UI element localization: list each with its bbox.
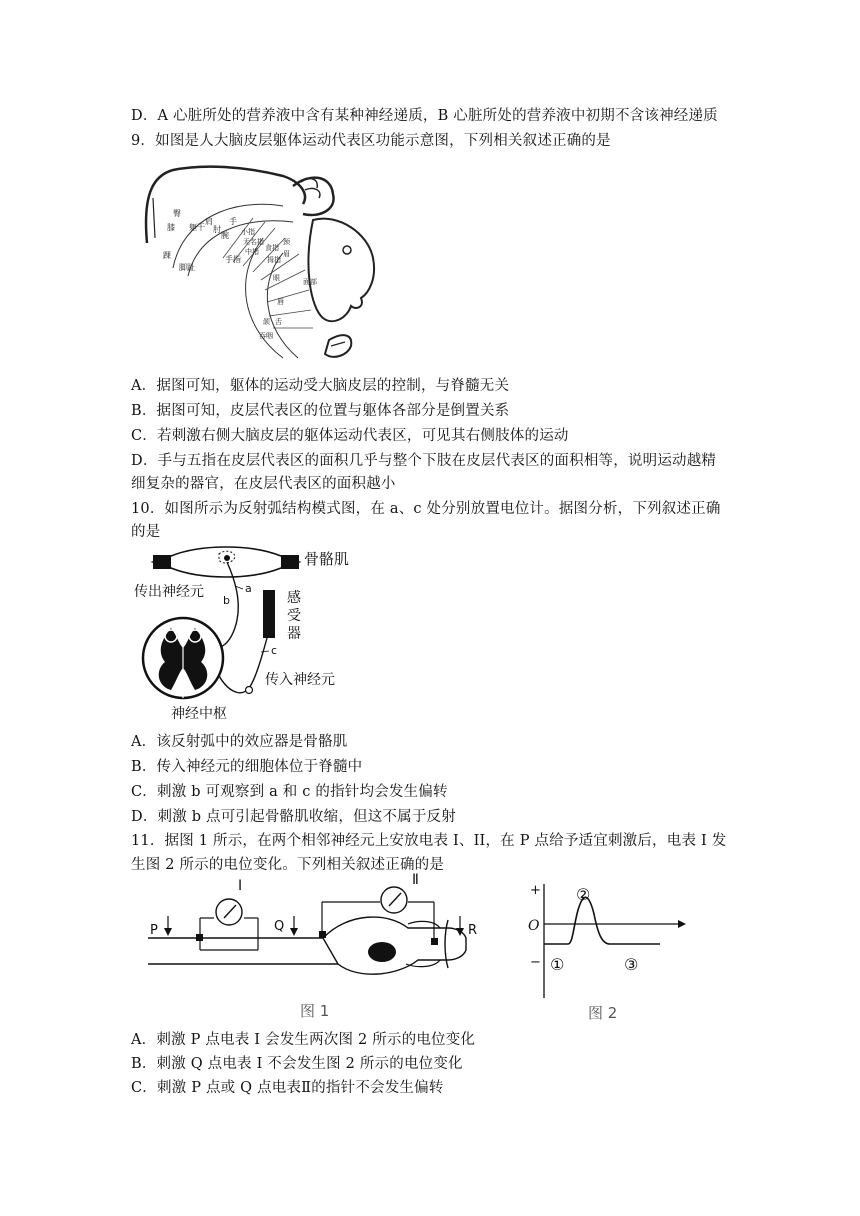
tendon-right [281,555,299,569]
label-jaw: 颌 [263,318,270,326]
q10-option-a: A．该反射弧中的效应器是骨骼肌 [131,734,348,750]
label-hand: 手 [229,217,237,226]
label-middle-finger: 中指 [245,248,259,256]
figure-1-neurons [148,872,498,1022]
q9-option-d-line2: 细复杂的器官，在皮层代表区的面积越小 [131,476,396,492]
label-knee: 膝 [167,223,175,232]
q9-option-c: C．若刺激右侧大脑皮层的躯体运动代表区，可见其右侧肢体的运动 [131,428,569,444]
label-shoulder: 肩 [205,217,213,226]
q11-option-a: A．刺激 P 点电表 I 会发生两次图 2 所示的电位变化 [131,1032,476,1048]
q11-stem-line1: 11．据图 1 所示，在两个相邻神经元上安放电表 I、II，在 P 点给予适宜刺激后，电表 I 发 [131,833,727,849]
label-phase-2: ② [576,885,591,904]
q9-stem: 9．如图是人大脑皮层躯体运动代表区功能示意图，下列相关叙述正确的是 [131,133,611,149]
q8-option-d: D．A 心脏所处的营养液中含有某种神经递质，B 心脏所处的营养液中初期不含该神经递质 [131,108,718,124]
reflex-arc-figure [131,540,351,725]
label-minus: − [530,955,541,970]
q10-option-d: D．刺激 b 点可引起骨骼肌收缩，但这不属于反射 [131,809,456,825]
q9-option-a: A．据图可知，躯体的运动受大脑皮层的控制，与脊髓无关 [131,378,510,394]
label-b: b [223,594,230,607]
label-eye: 眼 [273,274,280,282]
nucleus [368,942,396,962]
label-swallow: 吞咽 [259,332,273,340]
q11-stem-line2: 生图 2 所示的电位变化。下列相关叙述正确的是 [131,857,445,873]
label-brow: 眉 [283,250,290,258]
label-elbow: 肘 [213,225,221,234]
label-fingers: 手指 [225,255,241,264]
electrode-2b [431,938,438,945]
q9-option-d-line1: D．手与五指在皮层代表区的面积几乎与整个下肢在皮层代表区的面积相等，说明运动越精 [131,453,717,469]
motor-cortex-figure [133,158,383,370]
label-plus: + [530,883,541,898]
q10-option-b: B．传入神经元的细胞体位于脊髓中 [131,759,363,775]
figure-2-potential [520,874,690,1024]
label-index-finger: 食指 [265,244,279,252]
label-lips: 唇 [277,298,284,306]
label-hip: 臀 [173,209,181,218]
label-nerve-center: 神经中枢 [171,706,227,722]
label-ring-finger: 无名指 [243,238,264,246]
throat-outline [325,335,351,357]
receptor-block [263,590,275,638]
q9-option-b: B．据图可知，皮层代表区的位置与躯体各部分是倒置关系 [131,403,510,419]
figure-1-caption: 图 1 [300,1002,330,1020]
label-afferent-neuron: 传入神经元 [265,672,335,688]
q10-stem-line2: 的是 [131,524,161,540]
label-phase-1: ① [550,955,565,974]
label-toes: 脚趾 [179,263,195,272]
label-wrist: 腕 [221,231,229,240]
label-trunk: 躯干 [189,223,205,232]
label-receptor-1: 感 [287,590,301,606]
tendon-left [153,555,171,569]
figure-2-caption: 图 2 [588,1004,618,1022]
eye-mark [343,246,351,254]
label-face: 面部 [303,278,317,286]
q11-option-c: C．刺激 P 点或 Q 点电表Ⅱ的指针不会发生偏转 [131,1080,444,1096]
label-neck: 颈 [283,238,290,246]
label-origin: O [528,918,540,934]
label-a: a [245,582,252,595]
head-outline [308,219,374,322]
label-R: R [468,923,478,938]
label-receptor-2: 受 [287,608,301,624]
electrode-2a [319,931,326,938]
label-efferent-neuron: 传出神经元 [134,584,204,600]
label-P: P [150,923,158,938]
q11-option-b: B．刺激 Q 点电表 I 不会发生图 2 所示的电位变化 [131,1056,463,1072]
label-ankle: 踝 [163,251,171,260]
label-skeletal-muscle: 骨骼肌 [304,550,350,568]
label-receptor-3: 器 [287,626,301,642]
label-meter-2: Ⅱ [412,872,419,888]
potential-curve [544,897,660,944]
foot-outline [293,178,334,215]
label-Q: Q [274,919,285,934]
muscle-outline [153,547,299,577]
label-tongue: 舌 [275,318,282,326]
label-phase-3: ③ [624,955,639,974]
afferent-cell-body [246,687,253,694]
electrode-1 [196,934,203,941]
label-thumb: 拇指 [267,256,281,264]
q10-stem-line1: 10．如图所示为反射弧结构模式图，在 a、c 处分别放置电位计。据图分析，下列叙述正确 [131,501,721,517]
label-meter-1: I [238,878,243,894]
label-little-finger: 小指 [241,228,255,236]
afferent-nerve [217,638,267,693]
label-c: c [271,644,278,657]
q10-option-c: C．刺激 b 可观察到 a 和 c 的指针均会发生偏转 [131,784,448,800]
